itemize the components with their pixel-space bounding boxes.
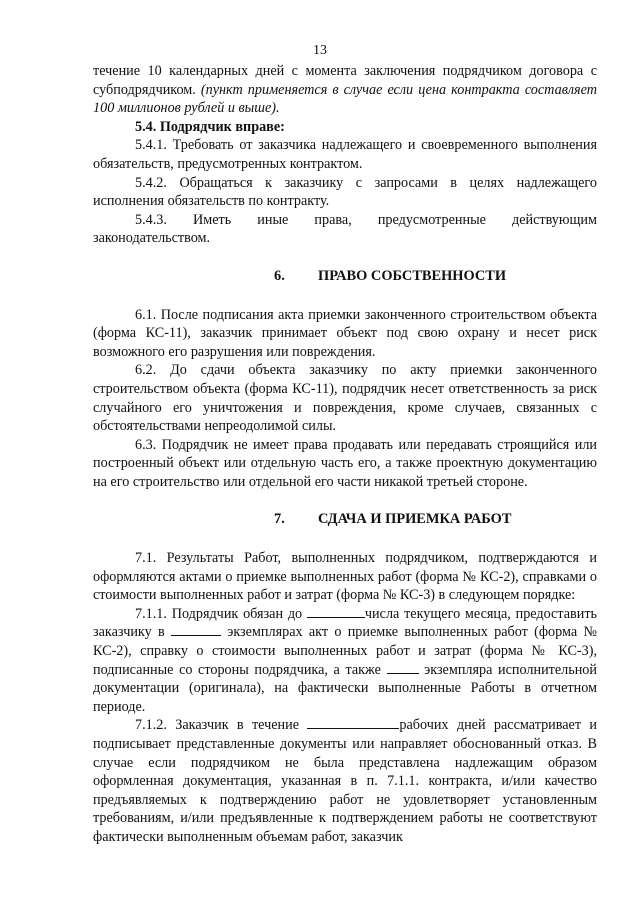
blank-field	[307, 605, 365, 618]
text-part: экземплярах акт о приемке выполненных работ (форма № КС-2), справку о стоимости выполненных работ и затрат (форма № КС-3), подписанные со стороны подрядчика, а также	[93, 624, 597, 678]
text-part: 7.1.2. Заказчик в течение	[135, 717, 308, 734]
paragraph-7-1-2	[93, 716, 597, 846]
section-heading-6	[93, 267, 597, 286]
section-number: 6.	[274, 267, 285, 284]
page-content	[93, 62, 597, 847]
section-title: СДАЧА И ПРИЕМКА РАБОТ	[318, 511, 512, 528]
page-number: 13	[313, 43, 327, 58]
section-number: 7.	[274, 511, 285, 528]
blank-field	[387, 661, 419, 674]
section-title: ПРАВО СОБСТВЕННОСТИ	[318, 267, 507, 284]
paragraph-5-4-2: 5.4.2. Обращаться к заказчику с запросами в целях надлежащего исполнения обязательств по контракту.	[93, 174, 597, 210]
blank-field	[171, 623, 221, 636]
paragraph-7-1: 7.1. Результаты Работ, выполненных подрядчиком, подтверждаются и оформляются актами о приемке выполненных работ (форма № КС-2), справками о стоимости выполненных работ и затрат (форма № КС-3) в следующем порядке:	[93, 550, 597, 604]
text-part: экземпляра исполнительной документации (оригинала), на фактически выполненные Работы в отчетном периоде.	[93, 661, 597, 715]
section-heading-7	[93, 510, 597, 529]
blank-field	[307, 716, 399, 729]
text-part: 7.1.1. Подрядчик обязан до	[135, 605, 307, 622]
paragraph-5-4-1: 5.4.1. Требовать от заказчика надлежащего и своевременного выполнения обязательств, предусмотренных контрактом.	[93, 137, 597, 172]
paragraph-6-2: 6.2. До сдачи объекта заказчику по акту приемки законченного строительством объекта (форма КС-11), подрядчик несет ответственность за риск случайного его уничтожения и повреждения, кроме случаев, связанных с обстоятельствами непреодолимой силы.	[93, 362, 597, 435]
text-italic-note: (пункт применяется в случае если цена контракта составляет 100 миллионов рублей и выше).	[93, 81, 597, 117]
text-part: рабочих дней рассматривает и подписывает представленные документы или направляет обоснованный отказ. В случае если подрядчиком не была представлена надлежащим образом оформленная документация, указанная в п. 7.1.1. контракта, и/или качество предъявляемых к подтверждению работ не удовлетворяет установленным требованиям, и/или предъявленные к подтверждением работы не соответствуют фактически выполненным объемам работ, заказчик	[93, 717, 597, 845]
paragraph-5-4-3: 5.4.3. Иметь иные права, предусмотренные действующим законодательством.	[93, 211, 597, 247]
subsection-title-5-4: 5.4. Подрядчик вправе:	[135, 118, 285, 135]
paragraph-continuation	[93, 62, 597, 118]
paragraph-7-1-1	[93, 605, 597, 717]
text-plain: течение 10 календарных дней с момента заключения подрядчиком договора с субподрядчиком.	[93, 63, 597, 98]
text-part: числа текущего месяца, предоставить заказчику в	[93, 605, 597, 641]
paragraph-6-3: 6.3. Подрядчик не имеет права продавать или передавать строящийся или построенный объект или отдельную часть его, а также проектную документацию на его строительство или отдельной его части никакой третьей стороне.	[93, 436, 597, 490]
paragraph-6-1: 6.1. После подписания акта приемки законченного строительством объекта (форма КС-11), заказчик принимает объект под свою охрану и несет риск возможного его разрушения или повреждения.	[93, 306, 597, 360]
